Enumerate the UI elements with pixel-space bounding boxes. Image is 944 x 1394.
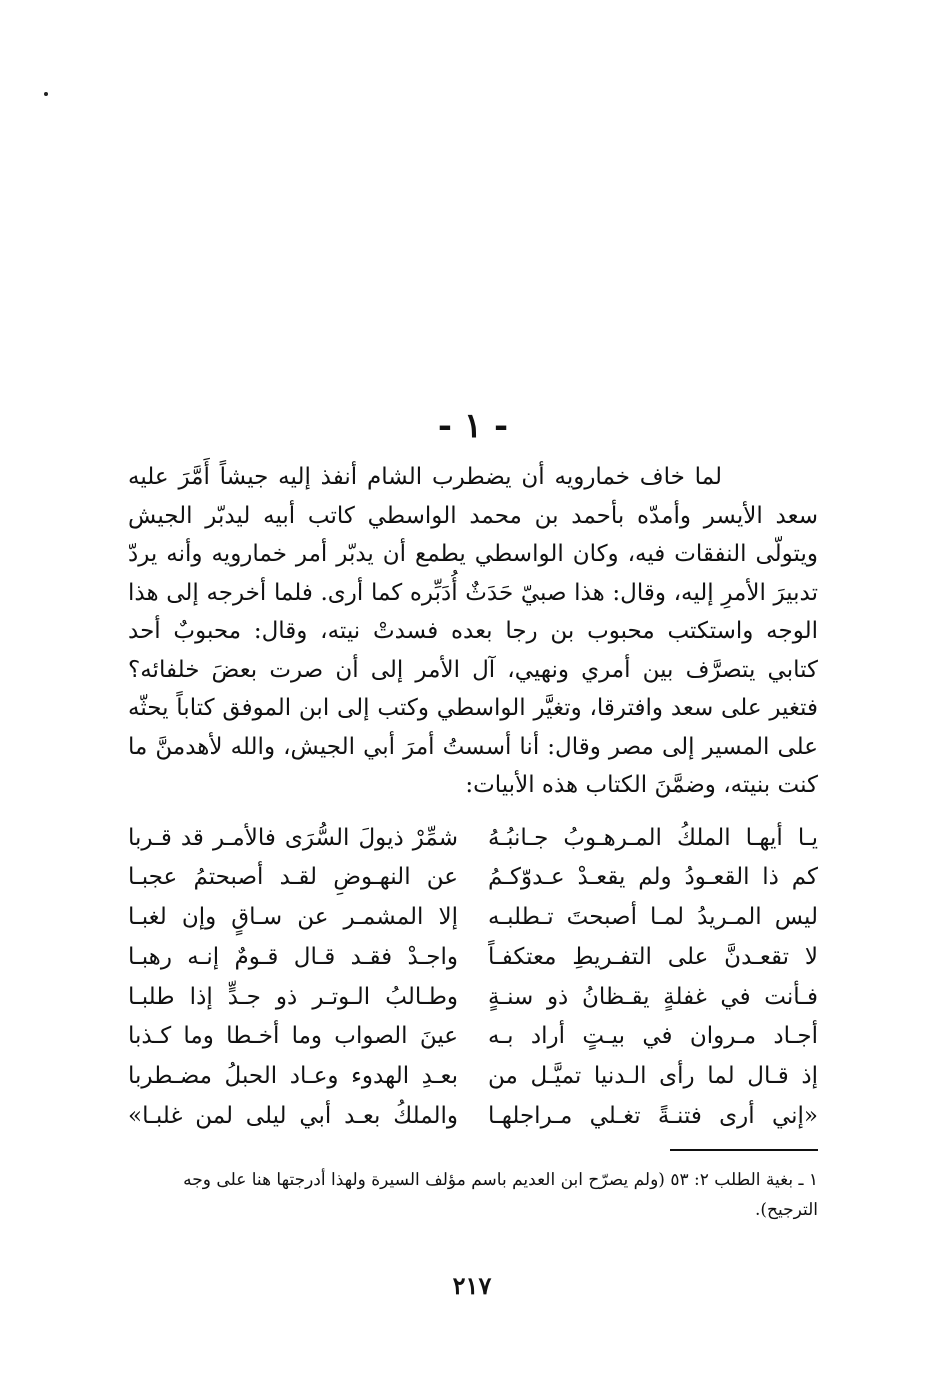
page-number: ٢١٧ xyxy=(452,1271,492,1300)
first-hemistich: كم ذا القعـودُ ولم يقعـدْ عـدوّكـمُ xyxy=(488,864,818,891)
second-hemistich: بعـدِ الهدوء وعـاد الحبلُ مضـطربا xyxy=(128,1063,458,1090)
footnotes xyxy=(128,1165,818,1225)
footnote xyxy=(128,1165,818,1225)
verse-line xyxy=(128,898,818,938)
second-hemistich: إلا المشمـر عن سـاقٍ وإن لغبـا xyxy=(128,904,458,931)
body-text xyxy=(128,458,818,805)
first-hemistich: أجـاد مـروان في بيـتٍ أراد بـه xyxy=(488,1023,818,1050)
second-hemistich: واجـدْ فقـد قـال قـومٌ إنـه رهبـا xyxy=(128,943,458,970)
poem xyxy=(128,819,818,1137)
verse-line xyxy=(128,978,818,1018)
verse-line xyxy=(128,1097,818,1137)
footnote-divider xyxy=(670,1149,818,1151)
verse-line xyxy=(128,858,818,898)
chapter-heading: - ١ - xyxy=(437,406,509,446)
verse-line xyxy=(128,819,818,859)
first-hemistich: «إني أرى فتنـةً تغـلي مـراجلهـا xyxy=(488,1103,818,1130)
second-hemistich: عينَ الصواب وما أخـطا وما كـذبا xyxy=(128,1023,458,1050)
second-hemistich: شمِّرْ ذيولَ السُّرَى فالأمـر قد قـربا xyxy=(128,824,458,851)
second-hemistich: والملكُ بعـد أبي ليلى لمن غلبـا» xyxy=(128,1103,458,1130)
verse-line xyxy=(128,1057,818,1097)
body-paragraph: لما خاف خمارويه أن يضطرب الشام أنفذ إليه جيشاً أَمَّرَ عليه سعد الأيسر وأمدّه بأحمد بن محمد الواسطي كاتب أبيه ليدبّر الجيش ويتولّى النفقات فيه، وكان الواسطي يطمع أن يدبّر أمر خمارويه وأنه يردّ تدبيرَ الأمرِ إليه، وقال: هذا صبيّ حَدَثٌ أُدَبِّره كما أرى. فلما أخرجه إلى هذا الوجه واستكتب محبوب بن رجا بعده فسدتْ نيته، وقال: محبوبٌ أحد كتابي يتصرَّف بين أمري ونهيي، آل الأمر إلى أن صرت بعضَ خلفائه؟ فتغير على سعد وافترقا، وتغيَّر الواسطي وكتب إلى ابن الموفق كتاباً يحثّه على المسير إلى مصر وقال: أنا أسستُ أمرَ أبي الجيش، والله لأهدمنَّ ما كنت بنيته، وضمَّنَ الكتاب هذه الأبيات: xyxy=(128,464,818,798)
first-hemistich: لا تقعـدنَّ على التفـريطِ معتكفـاً xyxy=(488,943,818,970)
first-hemistich: ليس المـريدُ لمـا أصبحتَ تـطلبـه xyxy=(488,904,818,931)
second-hemistich: عن النهـوضِ لقـد أصبحتمُ عجبـا xyxy=(128,864,458,891)
verse-line xyxy=(128,938,818,978)
footnote-text: ١ ـ بغية الطلب ٢: ٥٣ (ولم يصرّح ابن العديم باسم مؤلف السيرة ولهذا أدرجتها هنا على وجه الترجيح). xyxy=(183,1169,818,1220)
second-hemistich: وطـالبُ الـوتـر ذو جـدٍّ إذا طلبـا xyxy=(128,983,458,1010)
first-hemistich: يـا أيهـا الملكُ المـرهـوبُ جـانبُـهُ xyxy=(488,824,818,851)
first-hemistich: فـأنت في غفلةٍ يقـظانُ ذو سنـةٍ xyxy=(488,983,818,1010)
verse-line xyxy=(128,1017,818,1057)
page-speck xyxy=(44,92,48,96)
first-hemistich: إذ قـال لما رأى الـدنيا تميَّـل من xyxy=(488,1063,818,1090)
book-page xyxy=(128,398,818,1225)
